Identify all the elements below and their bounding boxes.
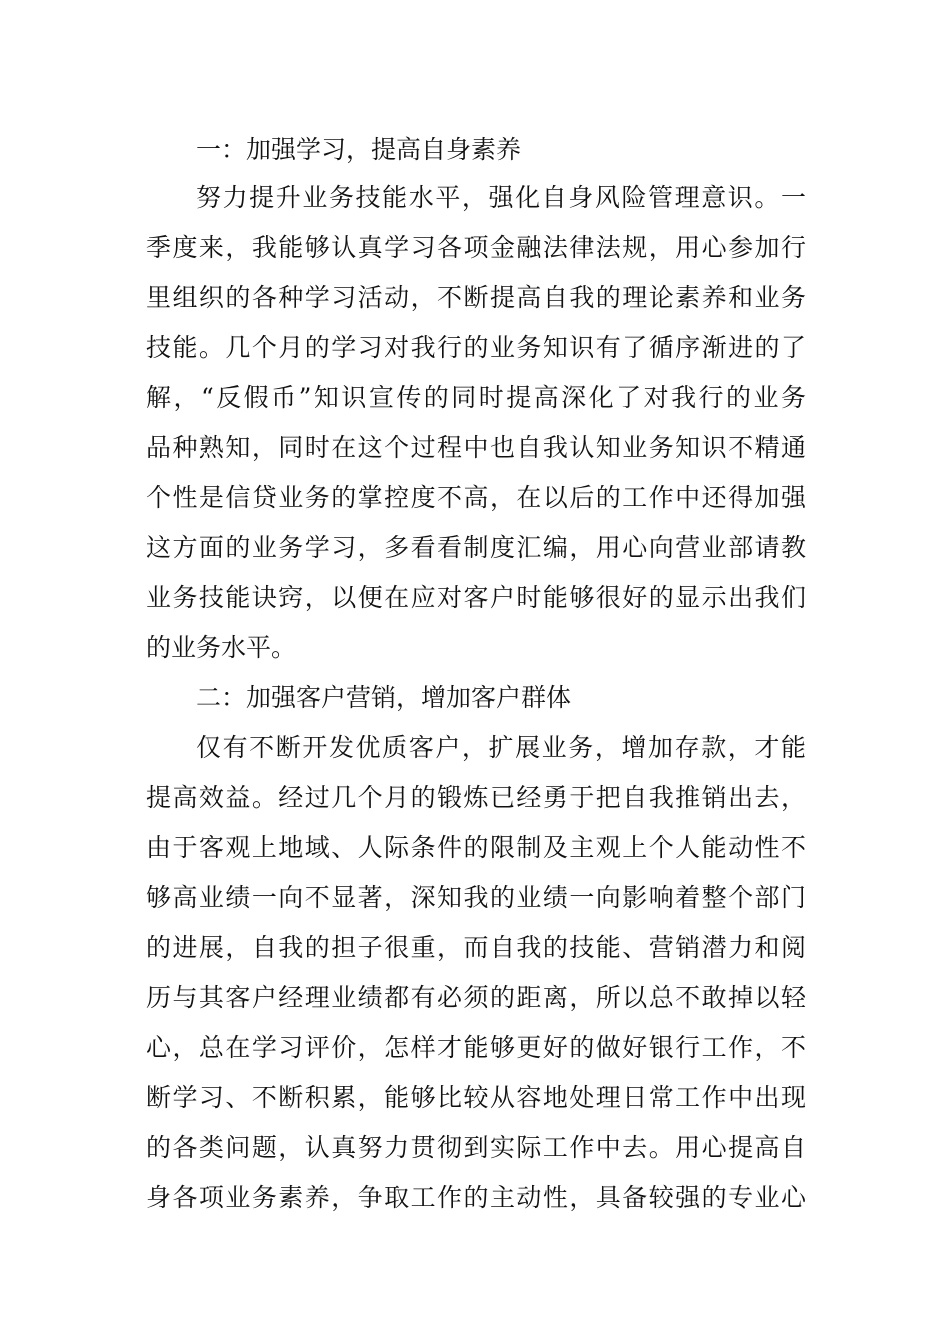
paragraph-line: 仅有不断开发优质客户，扩展业务，增加存款，才能 (196, 733, 806, 762)
paragraph-line: 努力提升业务技能水平，强化自身风险管理意识。一 (196, 183, 806, 212)
paragraph-line: 个性是信贷业务的掌控度不高，在以后的工作中还得加强 (146, 483, 806, 512)
paragraph-line: 的业务水平。 (146, 633, 297, 662)
paragraph-line: 的各类问题，认真努力贯彻到实际工作中去。用心提高自 (146, 1133, 806, 1162)
paragraph-line: 由于客观上地域、人际条件的限制及主观上个人能动性不 (146, 833, 806, 862)
paragraph-line: 技能。几个月的学习对我行的业务知识有了循序渐进的了 (146, 333, 806, 362)
paragraph-line: 品种熟知，同时在这个过程中也自我认知业务知识不精通 (146, 433, 806, 462)
section-heading-1: 一：加强学习，提高自身素养 (196, 135, 522, 164)
paragraph-line: 提高效益。经过几个月的锻炼已经勇于把自我推销出去， (146, 783, 806, 812)
paragraph-line: 历与其客户经理业绩都有必须的距离，所以总不敢掉以轻 (146, 983, 806, 1012)
paragraph-line: 身各项业务素养，争取工作的主动性，具备较强的专业心 (146, 1183, 806, 1212)
paragraph-line: 够高业绩一向不显著，深知我的业绩一向影响着整个部门 (146, 883, 806, 912)
paragraph-line: 心，总在学习评价，怎样才能够更好的做好银行工作，不 (146, 1033, 806, 1062)
section-heading-2: 二：加强客户营销，增加客户群体 (196, 683, 572, 712)
paragraph-line: 断学习、不断积累，能够比较从容地处理日常工作中出现 (146, 1083, 806, 1112)
paragraph-line: 季度来，我能够认真学习各项金融法律法规，用心参加行 (146, 233, 806, 262)
paragraph-line: 的进展，自我的担子很重，而自我的技能、营销潜力和阅 (146, 933, 806, 962)
paragraph-line: 里组织的各种学习活动，不断提高自我的理论素养和业务 (146, 283, 806, 312)
paragraph-line: 解，“反假币”知识宣传的同时提高深化了对我行的业务 (146, 383, 806, 412)
paragraph-line: 这方面的业务学习，多看看制度汇编，用心向营业部请教 (146, 533, 806, 562)
paragraph-line: 业务技能诀窍，以便在应对客户时能够很好的显示出我们 (146, 583, 806, 612)
